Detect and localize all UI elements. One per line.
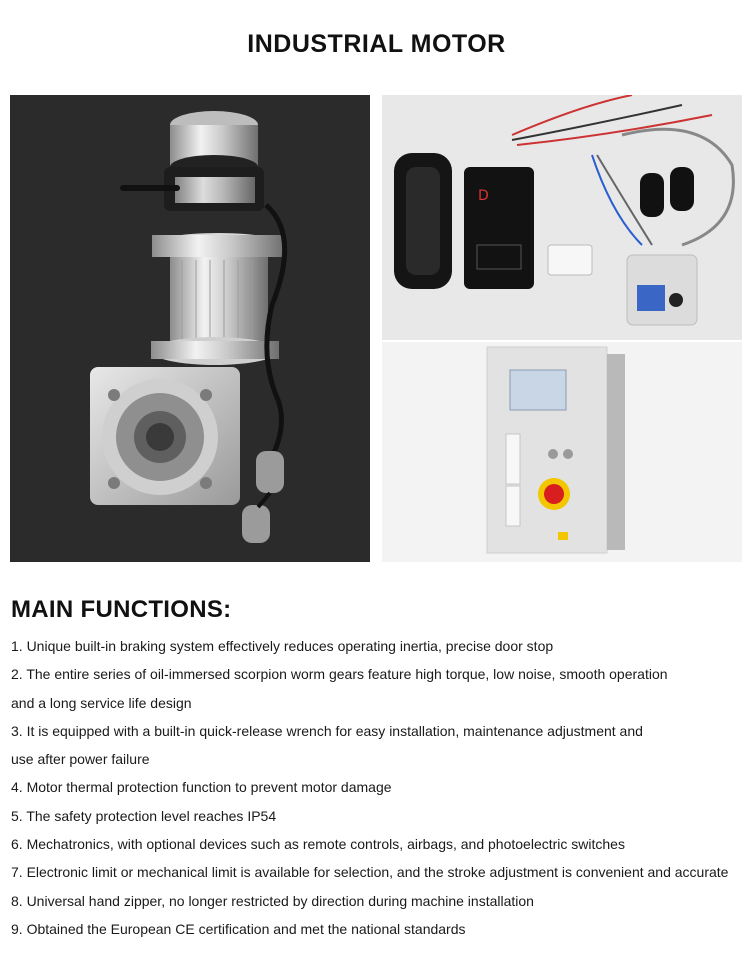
list-item: 2. The entire series of oil-immersed scorpion worm gears feature high torque, low noise, smooth operation — [11, 666, 668, 683]
page-title: INDUSTRIAL MOTOR — [247, 30, 506, 58]
list-item: 8. Universal hand zipper, no longer restricted by direction during machine installation — [11, 892, 534, 909]
list-item: 4. Motor thermal protection function to prevent motor damage — [11, 779, 392, 796]
functions-list — [11, 632, 746, 943]
list-item: 5. The safety protection level reaches IP54 — [11, 807, 277, 824]
control-box-image — [382, 342, 742, 562]
list-item: 3. It is equipped with a built-in quick-release wrench for easy installation, maintenance adjustment and — [11, 722, 643, 739]
list-item: 1. Unique built-in braking system effectively reduces operating inertia, precise door stop — [11, 638, 554, 654]
list-item: 6. Mechatronics, with optional devices such as remote controls, airbags, and photoelectric switches — [11, 836, 625, 853]
list-item: use after power failure — [11, 751, 150, 768]
motor-illustration — [10, 95, 370, 562]
remote-kit-illustration — [382, 95, 742, 340]
remote-kit-image — [382, 95, 742, 340]
list-item: 7. Electronic limit or mechanical limit is available for selection, and the stroke adjustment is convenient and accurate — [11, 864, 729, 881]
motor-image — [10, 95, 370, 562]
svg-text:D: D — [478, 188, 489, 204]
control-box-illustration — [382, 342, 742, 562]
list-item: 9. Obtained the European CE certification and met the national standards — [11, 920, 466, 937]
section-heading: MAIN FUNCTIONS: — [11, 596, 232, 623]
list-item: and a long service life design — [11, 694, 192, 711]
